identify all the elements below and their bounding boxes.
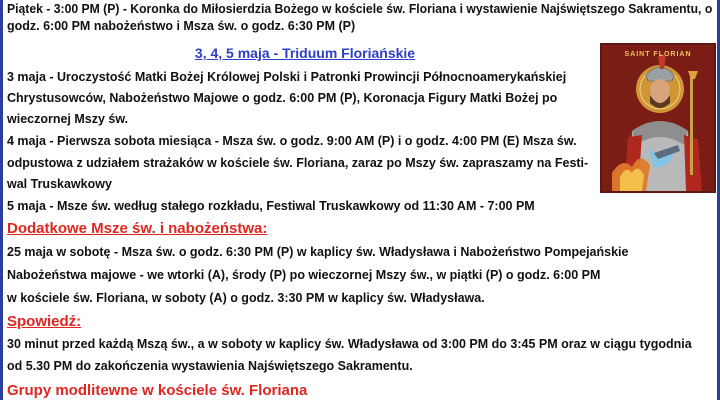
prayer-groups-heading: Grupy modlitewne w kościele św. Floriana — [7, 382, 308, 399]
extra-masses-line-3: w kościele św. Floriana, w soboty (A) o godz. 3:30 PM w kaplicy św. Władysława. — [7, 291, 485, 305]
may3-line-1: 3 maja - Uroczystość Matki Bożej Królowej Polski i Patronki Prowincji Północnoamerykańskiej — [7, 70, 567, 84]
may5-line: 5 maja - Msze św. według stałego rozkładu, Festiwal Truskawkowy od 11:30 AM - 7:00 PM — [7, 199, 535, 213]
triduum-dates: 3, 4, 5 maja — [194, 45, 270, 61]
triduum-title: - Triduum Floriańskie — [269, 45, 416, 61]
extra-masses-heading: Dodatkowe Msze św. i nabożeństwa: — [7, 220, 268, 237]
saint-florian-label: SAINT FLORIAN — [624, 51, 692, 58]
may4-line-1: 4 maja - Pierwsza sobota miesiąca - Msza św. o godz. 9:00 AM (P) i o godz. 4:00 PM (E) Msza św. — [7, 134, 577, 148]
extra-masses-line-1: 25 maja w sobotę - Msza św. o godz. 6:30 PM (P) w kaplicy św. Władysława i Nabożeństwo Pompejańskie — [7, 245, 629, 259]
friday-line-2: godz. 6:00 PM nabożeństwo i Msza św. o godz. 6:30 PM (P) — [7, 19, 356, 33]
may4-line-3: wal Truskawkowy — [7, 177, 112, 191]
extra-masses-line-2: Nabożeństwa majowe - we wtorki (A), środy (P) po wieczornej Mszy św., w piątki (P) o godz. 6:00 PM — [7, 268, 601, 282]
may4-line-2: odpustowa z udziałem strażaków w kościele św. Floriana, zaraz po Mszy św. zapraszamy na Festi- — [7, 156, 589, 170]
confession-line-2: od 5.30 PM do zakończenia wystawienia Najświętszego Sakramentu. — [7, 359, 413, 373]
left-border — [0, 0, 3, 400]
confession-line-1: 30 minut przed każdą Mszą św., a w soboty w kaplicy św. Władysława od 3:00 PM do 3:45 PM oraz w ciągu tygodnia — [7, 337, 692, 351]
saint-florian-image — [602, 45, 714, 191]
confession-heading: Spowiedź: — [7, 313, 82, 330]
may3-line-2: Chrystusowców, Nabożeństwo Majowe o godz. 6:00 PM (P), Koronacja Figury Matki Bożej po — [7, 91, 558, 105]
saint-florian-icon — [600, 43, 716, 193]
friday-line-1: Piątek - 3:00 PM (P) - Koronka do Miłosierdzia Bożego w kościele św. Floriana i wystawienie Najświętszego Sakramentu, o — [7, 2, 713, 16]
triduum-heading — [160, 45, 450, 61]
may3-line-3: wieczornej Mszy św. — [7, 112, 129, 126]
